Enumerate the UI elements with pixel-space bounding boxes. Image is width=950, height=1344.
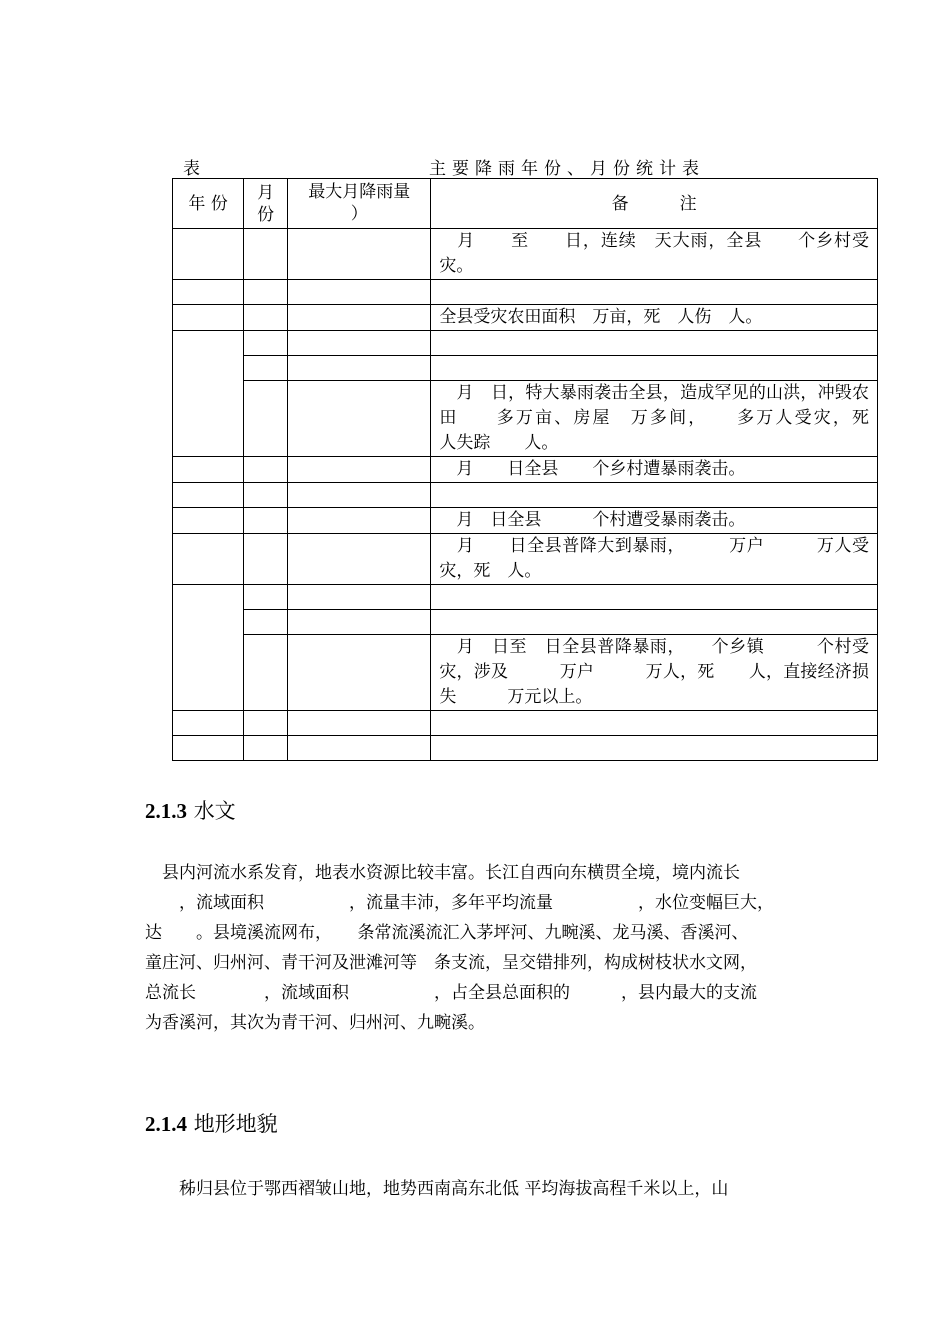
table-row [173,610,878,635]
note-cell: 月 日，特大暴雨袭击全县，造成罕见的山洪，冲毁农田 多万亩、房屋 万多间， 多万人受灾，死 人失踪 人。 [431,381,878,457]
terrain-paragraph [145,1174,807,1204]
paragraph-line: 秭归县位于鄂西褶皱山地，地势西南高东北低 平均海拔高程千米以上，山 [145,1179,729,1199]
table-row [173,381,878,457]
table-row [173,585,878,610]
hydrology-paragraph [145,858,807,1038]
note-cell [431,610,878,635]
rainfall-table [172,178,903,761]
paragraph-line: 童庄河、归州河、青干河及泄滩河等 条支流，呈交错排列，构成树枝状水文网， [145,953,757,973]
note-cell: 月 日至 日全县普降暴雨， 个乡镇 个村受灾，涉及 万户 万人，死 人，直接经济损失 万元以上。 [431,635,878,711]
table-caption [183,152,883,179]
note-cell [431,736,878,761]
table-row [173,280,878,305]
note-cell [431,711,878,736]
note-cell: 月 日全县 个村遭受暴雨袭击。 [431,508,878,534]
table-row [173,635,878,711]
table-caption-title: 主要降雨年份、月份统计表 [429,159,705,179]
section-heading-terrain [145,1108,278,1138]
paragraph-line: 达 。县境溪流网布， 条常流溪流汇入茅坪河、九畹溪、龙马溪、香溪河、 [145,923,749,943]
section-heading-hydrology [145,795,236,825]
paragraph-line: 县内河流水系发育，地表水资源比较丰富。长江自西向东横贯全境，境内流长 [145,863,740,883]
table-row [173,483,878,508]
table-row [173,331,878,356]
table-row [173,711,878,736]
note-cell: 全县受灾农田面积 万亩，死 人伤 人。 [431,305,878,331]
section-number: 2.1.4 [145,1112,187,1136]
table-header-row [173,179,878,229]
note-cell: 月 日全县普降大到暴雨， 万户 万人受灾，死 人。 [431,534,878,585]
note-cell [431,280,878,305]
table-row [173,305,878,331]
paragraph-line: 总流长 ，流域面积 ，占全县总面积的 ，县内最大的支流 [145,983,757,1003]
table-row [173,736,878,761]
table-row [173,534,878,585]
header-month: 月份 [244,179,288,229]
section-title: 地形地貌 [193,1112,278,1136]
section-number: 2.1.3 [145,799,187,823]
header-max-rain: 最大月降雨量 ） [288,179,431,229]
table-row [173,457,878,483]
note-cell [431,483,878,508]
note-cell [431,585,878,610]
paragraph-line: 为香溪河，其次为青干河、归州河、九畹溪。 [145,1013,485,1033]
section-title: 水文 [193,799,236,823]
header-note: 备 注 [431,179,878,229]
header-year: 年 份 [173,179,244,229]
note-cell [431,331,878,356]
note-cell: 月 日全县 个乡村遭暴雨袭击。 [431,457,878,483]
table-row [173,229,878,280]
table-caption-prefix: 表 [183,159,200,179]
note-cell [431,356,878,381]
note-cell: 月 至 日，连续 天大雨，全县 个乡村受灾。 [431,229,878,280]
table-row [173,508,878,534]
paragraph-line: ，流域面积 ，流量丰沛，多年平均流量 ，水位变幅巨大， [145,893,774,913]
table-row [173,356,878,381]
